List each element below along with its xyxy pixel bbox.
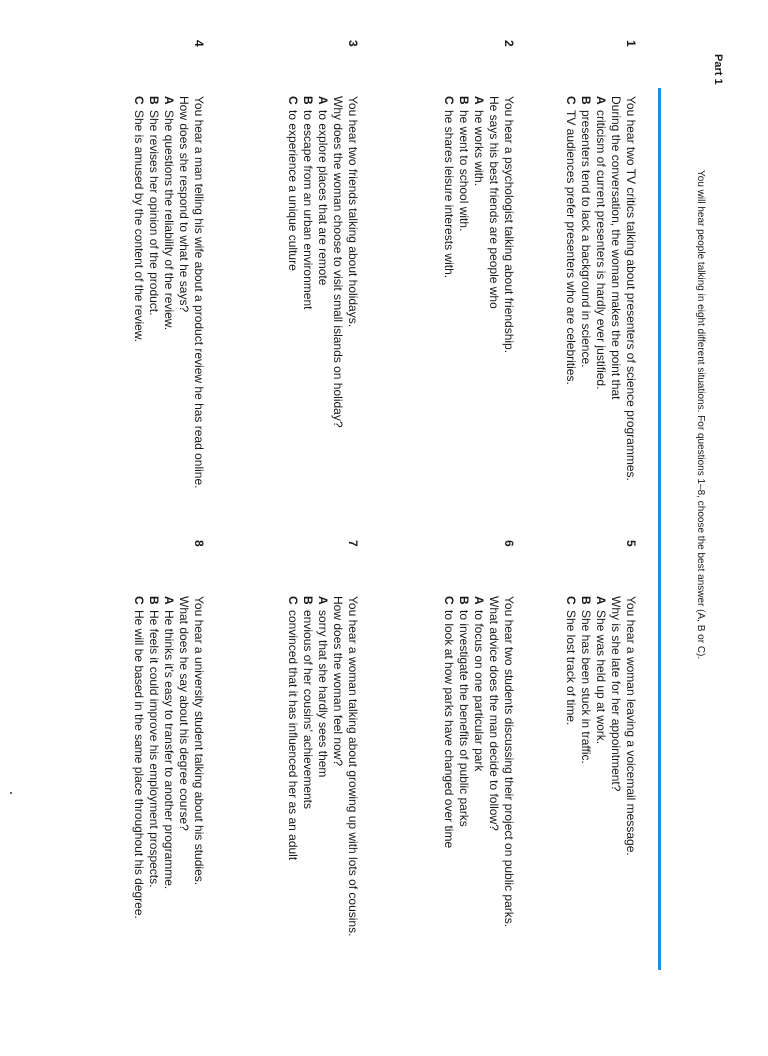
question-prompt: He says his best friends are people who bbox=[487, 96, 501, 309]
option-b[interactable]: B presenters tend to lack a background in science. bbox=[579, 96, 593, 368]
question-stem: You hear a man telling his wife about a product review he has read online. bbox=[192, 96, 206, 489]
option-b[interactable]: B to escape from an urban environment bbox=[301, 96, 315, 310]
option-c[interactable]: C TV audiences prefer presenters who are celebrities. bbox=[564, 96, 578, 385]
instructions: You will hear people talking in eight different situations. For questions 1–8, choose the best answer (A, B or C). bbox=[695, 170, 706, 660]
question-number: 2 bbox=[502, 40, 516, 47]
option-a[interactable]: A to focus on one particular park bbox=[472, 596, 486, 772]
question-6 bbox=[441, 540, 516, 1056]
option-a[interactable]: A She questions the reliability of the review. bbox=[162, 96, 176, 331]
option-b[interactable]: B She revises her opinion of the product. bbox=[147, 96, 161, 316]
option-a[interactable]: A He thinks it’s easy to transfer to another programme. bbox=[162, 596, 176, 890]
question-prompt: Why is she late for her appointment? bbox=[609, 596, 623, 792]
question-number: 4 bbox=[192, 40, 206, 47]
question-prompt: How does she respond to what he says? bbox=[177, 96, 191, 313]
accent-rule bbox=[658, 88, 661, 970]
question-prompt: What does he say about his degree course? bbox=[177, 596, 191, 831]
option-b[interactable]: B She has been stuck in traffic. bbox=[579, 596, 593, 764]
question-stem: You hear a woman talking about growing up with lots of cousins. bbox=[346, 596, 360, 937]
question-number: 5 bbox=[624, 540, 638, 547]
option-c[interactable]: C She is amused by the content of the review. bbox=[132, 96, 146, 343]
question-4 bbox=[131, 40, 206, 556]
option-a[interactable]: A he works with. bbox=[472, 96, 486, 187]
option-c[interactable]: C He will be based in the same place throughout his degree. bbox=[132, 596, 146, 919]
question-stem: You hear two students discussing their project on public parks. bbox=[502, 596, 516, 928]
question-prompt: Why does the woman choose to visit small islands on holiday? bbox=[331, 96, 345, 428]
option-c[interactable]: C She lost track of time. bbox=[564, 596, 578, 726]
question-number: 8 bbox=[192, 540, 206, 547]
question-2 bbox=[441, 40, 516, 556]
option-c[interactable]: C convinced that it has influenced her as an adult bbox=[286, 596, 300, 861]
option-b[interactable]: B to investigate the benefits of public parks bbox=[457, 596, 471, 827]
option-a[interactable]: A She was held up at work. bbox=[594, 596, 608, 745]
question-stem: You hear a woman leaving a voicemail message. bbox=[624, 596, 638, 856]
option-b[interactable]: B He feels it could improve his employment prospects. bbox=[147, 596, 161, 888]
stray-dot bbox=[10, 792, 12, 794]
question-number: 6 bbox=[502, 540, 516, 547]
question-stem: You hear two friends talking about holidays. bbox=[346, 96, 360, 328]
question-stem: You hear a university student talking about his studies. bbox=[192, 596, 206, 886]
question-3 bbox=[285, 40, 360, 556]
question-prompt: What advice does the man decide to follow? bbox=[487, 596, 501, 831]
question-5 bbox=[563, 540, 638, 1056]
question-7 bbox=[285, 540, 360, 1056]
question-stem: You hear two TV critics talking about presenters of science programmes. bbox=[624, 96, 638, 481]
option-b[interactable]: B he went to school with. bbox=[457, 96, 471, 232]
option-c[interactable]: C he shares leisure interests with. bbox=[442, 96, 456, 279]
question-number: 3 bbox=[346, 40, 360, 47]
question-prompt: How does the woman feel now? bbox=[331, 596, 345, 767]
option-c[interactable]: C to look at how parks have changed over time bbox=[442, 596, 456, 849]
part-title: Part 1 bbox=[712, 54, 724, 85]
question-number: 1 bbox=[624, 40, 638, 47]
option-a[interactable]: A sorry that she hardly sees them bbox=[316, 596, 330, 778]
question-number: 7 bbox=[346, 540, 360, 547]
option-b[interactable]: B envious of her cousins’ achievements bbox=[301, 596, 315, 809]
question-8 bbox=[131, 540, 206, 1056]
question-stem: You hear a psychologist talking about friendship. bbox=[502, 96, 516, 354]
option-a[interactable]: A criticism of current presenters is hardly ever justified. bbox=[594, 96, 608, 390]
option-a[interactable]: A to explore places that are remote bbox=[316, 96, 330, 286]
option-c[interactable]: C to experience a unique culture bbox=[286, 96, 300, 271]
question-1 bbox=[563, 40, 638, 556]
question-prompt: During the conversation, the woman makes the point that bbox=[609, 96, 623, 400]
